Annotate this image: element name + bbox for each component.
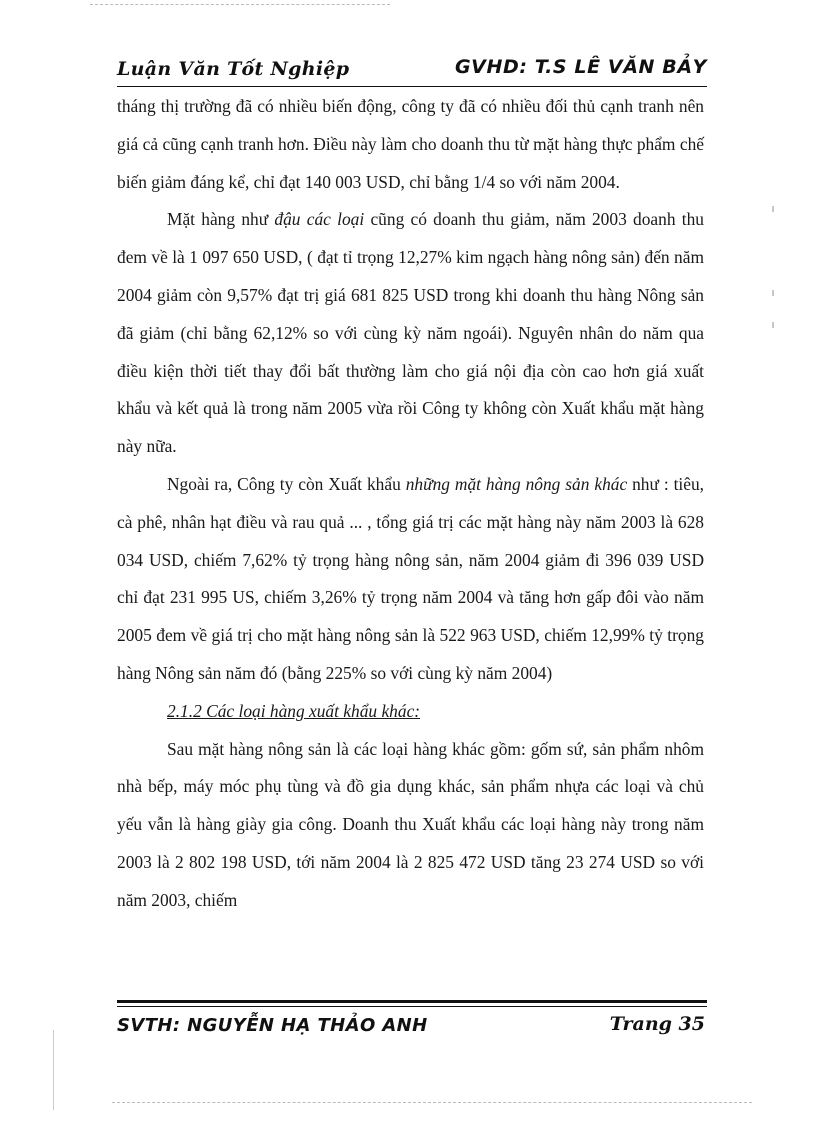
student-name: SVTH: NGUYỄN HẠ THẢO ANH [117, 1015, 428, 1036]
footer-rule-thin [117, 1006, 707, 1007]
footer-rule-thick [117, 1000, 707, 1003]
header-rule [117, 86, 707, 87]
scan-speck [772, 206, 774, 212]
page-header [117, 50, 707, 88]
paragraph-continuation: tháng thị trường đã có nhiều biến động, công ty đã có nhiều đối thủ cạnh tranh nên giá cả cũng cạnh tranh hơn. Điều này làm cho doanh thu từ mặt hàng thực phẩm chế biến giảm đáng kể, chỉ đạt 140 003 USD, chỉ bằng 1/4 so với năm 2004. [117, 96, 704, 192]
scan-edge-bottom [112, 1102, 752, 1103]
scan-edge-left [53, 1030, 54, 1110]
supervisor-name: GVHD: T.S LÊ VĂN BẢY [454, 56, 707, 78]
paragraph-beans: Mặt hàng như đậu các loại cũng có doanh thu giảm, năm 2003 doanh thu đem về là 1 097 650 USD, ( đạt tỉ trọng 12,27% kim ngạch hàng nông sản) đến năm 2004 giảm còn 9,57% đạt trị giá 681 825 USD trong khi doanh thu hàng Nông sản đã giảm (chỉ bằng 62,12% so với cùng kỳ năm ngoái). Nguyên nhân do năm qua điều kiện thời tiết thay đổi bất thường làm cho giá nội địa còn cao hơn giá xuất khẩu và kết quả là trong năm 2005 vừa rồi Công ty không còn Xuất khẩu mặt hàng này nữa. [117, 209, 705, 457]
scan-speck [772, 322, 774, 328]
paragraph-other-exports: Sau mặt hàng nông sản là các loại hàng khác gồm: gốm sứ, sản phẩm nhôm nhà bếp, máy móc phụ tùng và đồ gia dụng khác, sản phẩm nhựa các loại và chủ yếu vẫn là hàng giày gia công. Doanh thu Xuất khẩu các loại hàng này trong năm 2003 là 2 802 198 USD, tới năm 2004 là 2 825 472 USD tăng 23 274 USD so với năm 2003, chiếm [117, 738, 704, 910]
thesis-title: Luận Văn Tốt Nghiệp [117, 58, 350, 80]
emphasis-other-produce: những mặt hàng nông sản khác [405, 473, 628, 494]
scan-edge-top [90, 4, 390, 5]
emphasis-beans: đậu các loại [274, 209, 365, 230]
paragraph-other-produce: Ngoài ra, Công ty còn Xuất khẩu những mặt hàng nông sản khác như : tiêu, cà phê, nhân hạt điều và rau quả ... , tổng giá trị các mặt hàng này năm 2003 là 628 034 USD, chiếm 7,62% tỷ trọng hàng nông sản, năm 2004 giảm đi 396 039 USD chỉ đạt 231 995 US, chiếm 3,26% tỷ trọng năm 2004 và tăng hơn gấp đôi vào năm 2005 đem về giá trị cho mặt hàng nông sản là 522 963 USD, chiếm 12,99% tỷ trọng hàng Nông sản năm đó (bằng 225% so với cùng kỳ năm 2004) [117, 473, 705, 683]
section-heading: 2.1.2 Các loại hàng xuất khẩu khác: [167, 700, 421, 721]
page-body [117, 88, 704, 920]
page-number: Trang 35 [609, 1013, 705, 1035]
scan-speck [772, 290, 774, 296]
page-footer [117, 1011, 707, 1043]
